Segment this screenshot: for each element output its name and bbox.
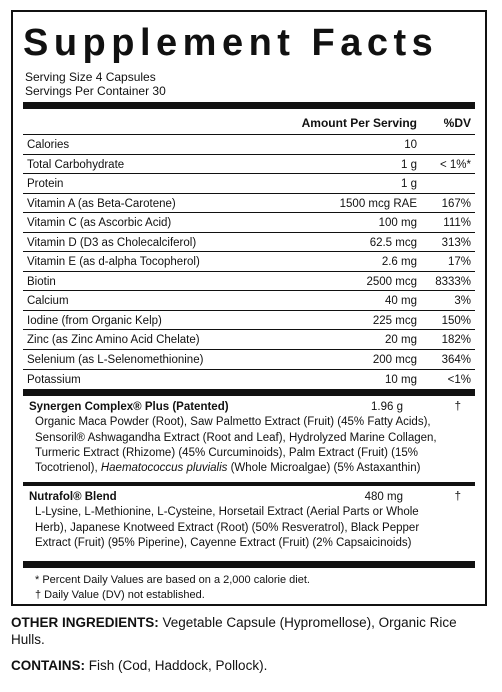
nutrient-amount: 62.5 mcg: [369, 236, 417, 249]
nutrient-dv: 3%: [454, 295, 471, 308]
nutrient-name: Biotin: [27, 275, 56, 288]
nutrient-name: Potassium: [27, 373, 81, 386]
table-row: [23, 232, 475, 252]
contains-text: Fish (Cod, Haddock, Pollock).: [85, 658, 268, 673]
table-row: [23, 212, 475, 232]
nutrient-amount: 40 mg: [385, 295, 417, 308]
nutrient-name: Vitamin D (D3 as Cholecalciferol): [27, 236, 197, 249]
nutrient-amount: 2500 mcg: [366, 275, 417, 288]
nutrient-amount: 1 g: [401, 178, 417, 191]
table-row: [23, 134, 475, 154]
blend-ingredient-line: L-Lysine, L-Methionine, L-Cysteine, Horsetail Extract (Aerial Parts or Whole: [35, 506, 419, 519]
table-row: [23, 251, 475, 271]
table-row: [23, 290, 475, 310]
table-row: [23, 271, 475, 291]
nutrient-amount: 225 mcg: [372, 314, 417, 327]
table-row: [23, 329, 475, 349]
serving-size: Serving Size 4 Capsules: [25, 70, 156, 84]
table-row: [23, 173, 475, 193]
blend-amount: 1.96 g: [371, 401, 403, 413]
nutrient-dv: 17%: [447, 256, 471, 269]
nutrient-name: Vitamin C (as Ascorbic Acid): [27, 217, 172, 230]
footnote-dagger: † Daily Value (DV) not established.: [35, 589, 205, 601]
thick-divider: [23, 561, 475, 568]
nutrient-dv: 150%: [441, 314, 471, 327]
blend-ingredient-line: Herb), Japanese Knotweed Extract (Root) (50% Resveratrol), Black Pepper: [35, 521, 420, 534]
thick-divider: [23, 102, 475, 109]
nutrient-name: Calcium: [27, 295, 69, 308]
nutrient-amount: 10 mg: [385, 373, 417, 386]
nutrient-name: Calories: [27, 139, 70, 151]
dv-header: %DV: [443, 116, 471, 130]
table-row: [23, 154, 475, 174]
nutrient-dv: 111%: [443, 217, 471, 230]
nutrient-amount: 10: [404, 139, 417, 151]
nutrient-name: Total Carbohydrate: [27, 158, 125, 171]
nutrient-name: Selenium (as L-Selenomethionine): [27, 354, 204, 367]
nutrient-amount: 100 mg: [378, 217, 417, 230]
blend-amount: 480 mg: [364, 491, 403, 503]
nutrient-amount: 2.6 mg: [381, 256, 417, 269]
nutrient-dv: 364%: [441, 354, 471, 367]
supplement-facts-panel: [11, 10, 487, 606]
nutrient-dv: <1%: [447, 373, 471, 386]
contains-statement: [11, 657, 481, 674]
nutrient-amount: 1500 mcg RAE: [339, 197, 417, 210]
blend-dv: †: [454, 401, 461, 413]
blend-ingredient-line: Tocotrienol), Haematococcus pluvialis (Whole Microalgae) (5% Astaxanthin): [35, 462, 421, 475]
other-ingredients: [11, 614, 481, 648]
blend-ingredient-line: Organic Maca Powder (Root), Saw Palmetto Extract (Fruit) (45% Fatty Acids),: [35, 416, 431, 429]
nutrient-dv: 182%: [441, 334, 471, 347]
other-ingredients-text: Vegetable Capsule (Hypromellose), Organic Rice Hulls.: [11, 615, 457, 647]
nutrient-amount: 200 mcg: [372, 354, 417, 367]
medium-divider: [23, 482, 475, 486]
nutrient-table: [23, 134, 475, 388]
nutrient-name: Zinc (as Zinc Amino Acid Chelate): [27, 334, 200, 347]
panel-title: Supplement Facts: [23, 22, 439, 64]
nutrient-amount: 20 mg: [385, 334, 417, 347]
blend-name: Nutrafol® Blend: [29, 491, 117, 503]
nutrient-dv: < 1%*: [439, 158, 471, 171]
blend-name: Synergen Complex® Plus (Patented): [29, 401, 229, 413]
table-row: [23, 310, 475, 330]
table-row: [23, 349, 475, 369]
synergen-blend: [29, 400, 469, 476]
nutrient-amount: 1 g: [401, 158, 417, 171]
nutrient-name: Vitamin A (as Beta-Carotene): [27, 197, 176, 210]
blend-dv: †: [454, 491, 461, 503]
servings-per-container: Servings Per Container 30: [25, 84, 166, 98]
nutrient-name: Iodine (from Organic Kelp): [27, 314, 162, 327]
blend-ingredient-line: Sensoril® Ashwagandha Extract (Root and Leaf), Hydrolyzed Marine Collagen,: [35, 431, 437, 444]
thick-divider: [23, 389, 475, 396]
blend-ingredient-line: Turmeric Extract (Rhizome) (45% Curcuminoids), Palm Extract (Fruit) (15%: [35, 446, 418, 459]
amount-header: Amount Per Serving: [301, 116, 417, 130]
nutrient-name: Vitamin E (as d-alpha Tocopherol): [27, 256, 200, 269]
table-row: [23, 369, 475, 389]
footnote-dv: * Percent Daily Values are based on a 2,000 calorie diet.: [35, 574, 310, 586]
contains-label: CONTAINS:: [11, 658, 85, 673]
blend-ingredient-line: Extract (Fruit) (95% Piperine), Cayenne Extract (Fruit) (2% Capsaicinoids): [35, 536, 412, 549]
table-row: [23, 193, 475, 213]
nutrient-dv: 313%: [441, 236, 471, 249]
nutrient-dv: 167%: [441, 197, 471, 210]
other-ingredients-label: OTHER INGREDIENTS:: [11, 615, 159, 630]
nutrient-dv: 8333%: [435, 275, 471, 288]
nutrafol-blend: [29, 490, 469, 551]
nutrient-name: Protein: [27, 178, 64, 191]
